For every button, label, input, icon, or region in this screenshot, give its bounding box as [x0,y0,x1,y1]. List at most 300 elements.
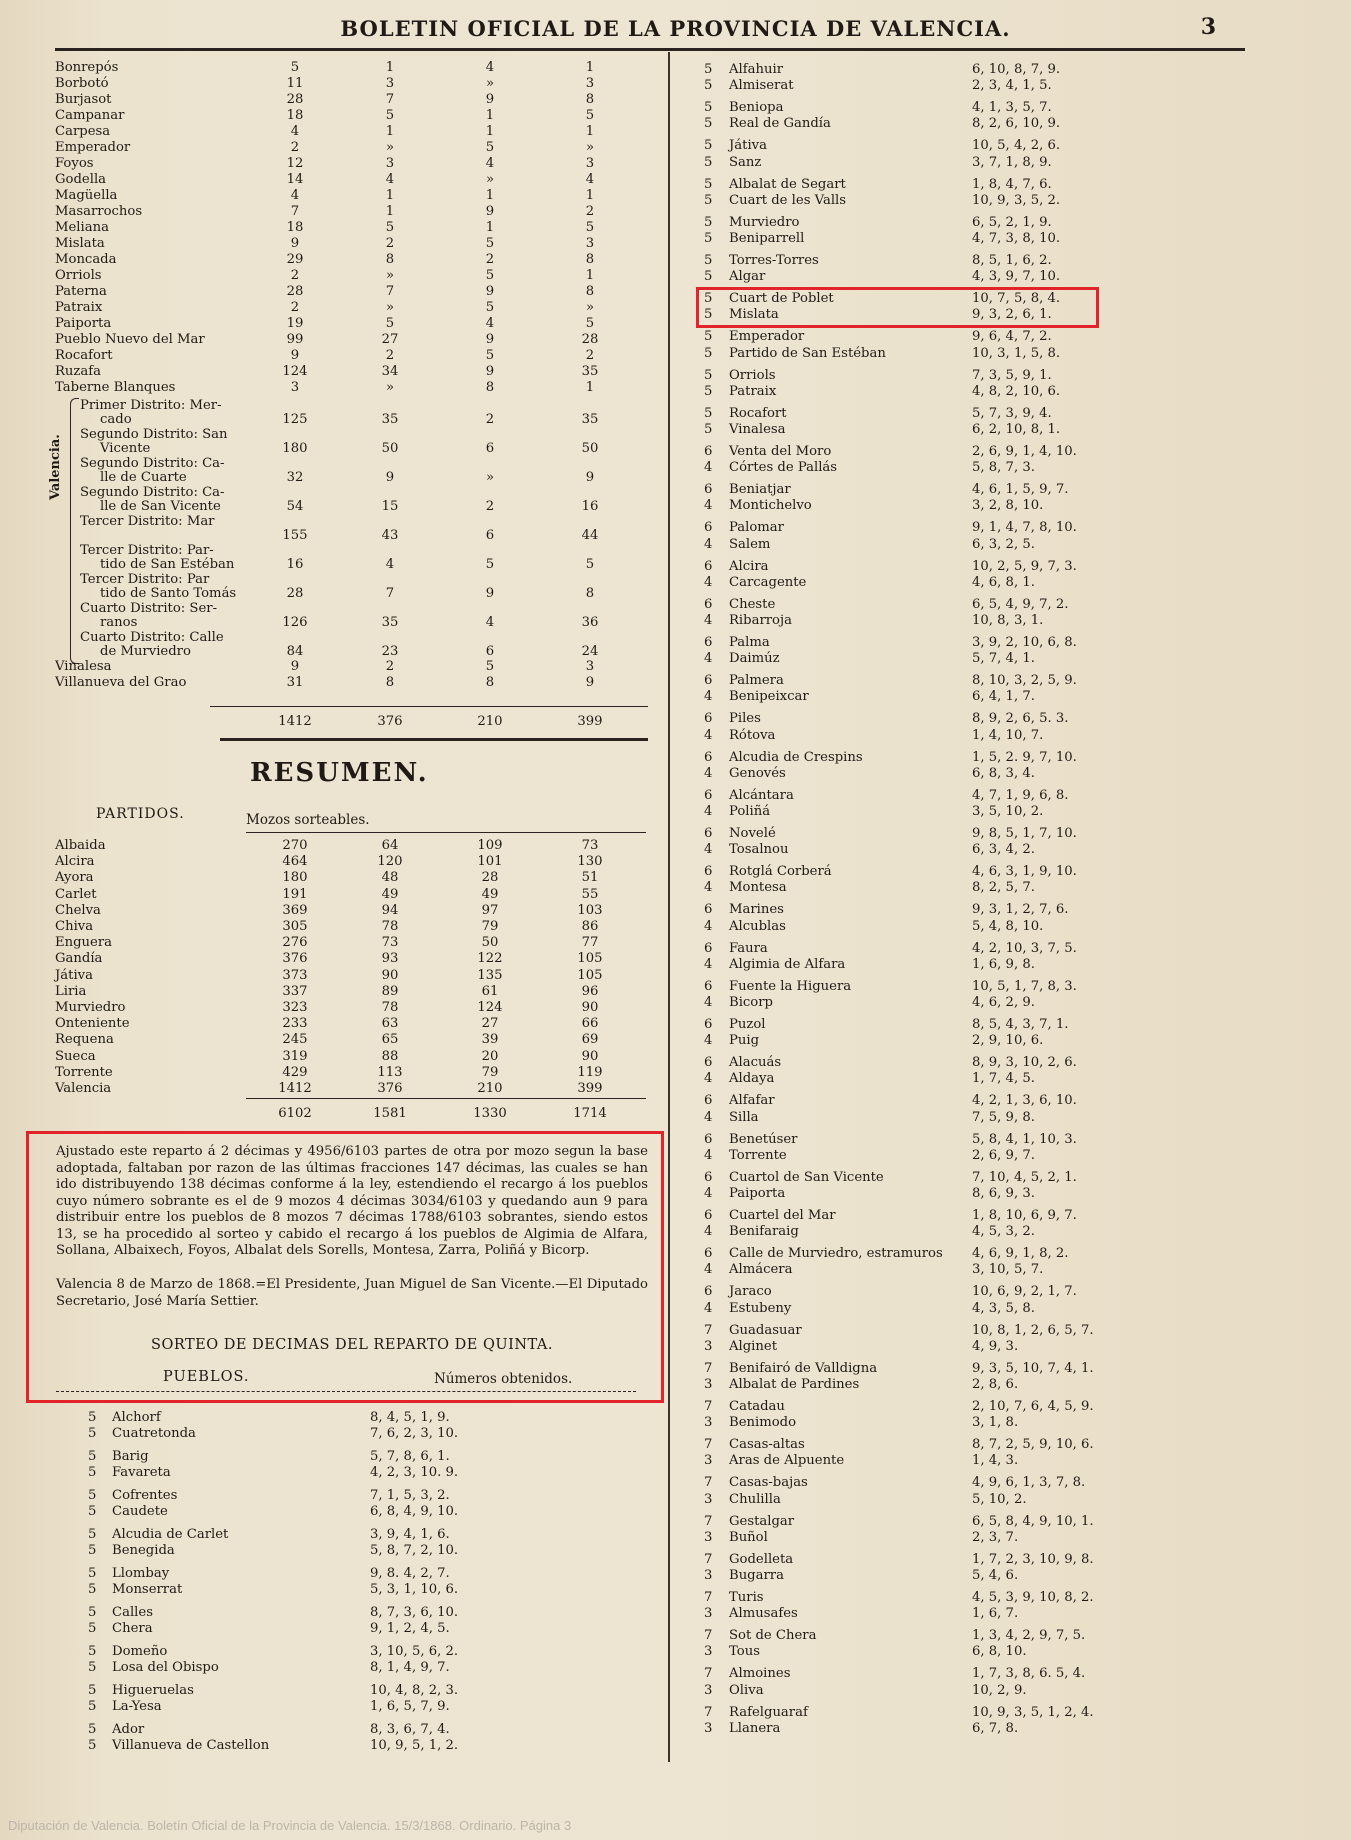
sorteo-numbers: 3, 9, 4, 1, 6. [370,1527,450,1542]
sorteo-count: 5 [88,1582,97,1598]
sorteo-count: 4 [704,994,713,1010]
row-value: 7 [290,204,300,219]
sorteo-name: Calle de Murviedro, estramuros [729,1246,943,1262]
sorteo-name: Algimia de Alfara [729,956,846,972]
sorteo-numbers: 1, 3, 4, 2, 9, 7, 5. [972,1628,1086,1644]
row-value: 276 [282,935,308,951]
row-value: 2 [290,140,300,155]
sorteo-name: Córtes de Pallás [729,460,838,476]
sorteo-numbers: 4, 6, 8, 1. [972,574,1035,590]
sorteo-count: 5 [88,1465,97,1481]
sorteo-row [704,1301,1304,1317]
sorteo-name: Aras de Alpuente [729,1453,845,1469]
table-row [55,528,655,544]
sorteo-name: Daimúz [729,651,780,667]
sorteo-count: 6 [704,1055,713,1071]
row-name: Carlet [55,886,97,902]
table-row [55,124,655,140]
row-name: Albaida [55,838,106,853]
sorteo-row [704,728,1304,744]
sorteo-numbers: 1, 4, 3. [972,1453,1019,1469]
row-value: 50 [381,441,399,456]
sorteo-count: 3 [704,1606,713,1622]
sorteo-count: 4 [704,880,713,896]
sorteo-count: 3 [704,1338,713,1354]
sorteo-name: Emperador [729,329,805,345]
table-row [55,441,655,457]
row-value: 90 [581,1000,599,1015]
row-value: 8 [485,675,495,690]
table-row [55,1049,655,1065]
sorteo-row [88,1543,688,1559]
sorteo-numbers: 10, 6, 9, 2, 1, 7. [972,1284,1077,1300]
row-value: 337 [282,983,308,999]
row-value: 101 [477,854,503,870]
row-value: 19 [286,316,304,331]
table-row [55,1000,655,1016]
sorteo-row [88,1722,688,1738]
row-value: 55 [581,886,599,902]
sorteo-numbers: 8, 10, 3, 2, 5, 9. [972,673,1077,689]
sorteo-numbers: 2, 3, 4, 1, 5. [972,78,1052,94]
sorteo-count: 5 [704,345,713,361]
row-value: 54 [286,499,304,514]
sorteo-numbers: 1, 8, 10, 6, 9, 7. [972,1208,1077,1223]
row-name: tido de San Estéban [100,557,235,572]
row-value: 94 [381,902,399,918]
row-value: 9 [485,92,495,107]
table-row [55,1016,655,1032]
sorteo-row [704,1377,1304,1393]
sorteo-name: Alacuás [729,1055,782,1071]
row-value: 15 [381,499,399,514]
sorteo-count: 4 [704,460,713,476]
table-row [55,76,655,92]
row-name: Chelva [55,902,101,918]
row-value: 23 [381,644,399,659]
row-value: 32 [286,470,304,485]
sorteo-name: Monserrat [112,1582,183,1598]
sorteo-numbers: 5, 7, 3, 9, 4. [972,405,1052,421]
sorteo-name: Murviedro [729,214,800,230]
sorteo-row [704,1132,1304,1148]
table-row [55,644,655,660]
sorteo-name: Rótova [729,727,776,743]
sorteo-name: Alcudia de Carlet [112,1527,229,1542]
row-value: 233 [282,1016,308,1032]
sorteo-name: Vinalesa [729,421,786,437]
row-value: 9 [485,332,495,347]
sorteo-name: Bugarra [729,1567,784,1583]
row-value: 429 [282,1064,308,1080]
sorteo-row [704,804,1304,820]
sorteo-count: 5 [704,367,713,383]
row-value: 2 [290,300,300,315]
sorteo-count: 4 [704,689,713,705]
sorteo-count: 6 [704,444,713,459]
row-name: Torrente [55,1064,113,1080]
sorteo-row [704,919,1304,935]
sorteo-numbers: 10, 8, 1, 2, 6, 5, 7. [972,1322,1094,1338]
table-row [55,220,655,236]
sorteo-row [704,62,1304,78]
row-value: 2 [385,659,395,674]
sorteo-row [704,957,1304,973]
row-name: Tercer Distrito: Par- [80,543,214,558]
row-name: Enguera [55,935,113,951]
row-value: 126 [282,615,308,630]
sorteo-row [88,1504,688,1520]
sorteo-name: Almoines [729,1666,791,1682]
row-name: cado [100,412,132,427]
row-name: Taberne Blanques [55,380,176,395]
table-row [55,316,655,332]
table-row [55,364,655,380]
row-value: 73 [381,935,399,951]
sorteo-row [704,100,1304,116]
row-value: 88 [381,1048,399,1064]
sorteo-row [704,1666,1304,1682]
sorteo-numbers: 3, 1, 8. [972,1415,1019,1431]
sorteo-row [704,575,1304,591]
upper-table [55,60,655,740]
sorteo-numbers: 4, 9, 3. [972,1338,1019,1354]
sorteo-numbers: 6, 8, 10. [972,1644,1027,1660]
sorteo-row [704,155,1304,171]
sorteo-name: La-Yesa [112,1699,162,1715]
sorteo-name: Chera [112,1621,153,1637]
sorteo-row [88,1644,688,1660]
row-value: 29 [286,252,304,267]
row-value: 105 [577,967,603,983]
sorteo-numbers: 2, 9, 10, 6. [972,1033,1044,1049]
row-value: » [485,76,495,91]
row-value: 7 [385,284,395,299]
sorteo-count: 6 [704,520,713,536]
row-name: Játiva [55,967,93,983]
row-name: Emperador [55,140,131,155]
sorteo-row [704,1246,1304,1262]
row-name: Paiporta [55,316,112,331]
row-value: 79 [481,919,499,934]
table-row [55,887,655,903]
sorteo-count: 5 [88,1543,97,1559]
table-row [55,188,655,204]
row-value: 48 [381,870,399,886]
sorteo-numbers: 6, 2, 10, 8, 1. [972,421,1061,437]
sorteo-count: 5 [88,1566,97,1581]
sorteo-row [704,689,1304,705]
row-value: 373 [282,967,308,983]
row-value: 14 [286,172,304,187]
sorteo-name: Cuart de Poblet [729,291,834,307]
sorteo-name: Benetúser [729,1131,798,1147]
sorteo-numbers: 4, 9, 6, 1, 3, 7, 8. [972,1475,1086,1491]
row-name: Mislata [55,236,105,251]
row-value: 5 [585,316,595,331]
row-value: » [585,140,595,155]
table-row [55,984,655,1000]
sorteo-name: Aldaya [729,1071,775,1087]
row-value: 1330 [473,1106,507,1121]
row-value: 97 [481,902,499,918]
sorteo-numbers: 4, 3, 5, 8. [972,1300,1035,1316]
sorteo-count: 5 [88,1488,97,1503]
sorteo-row [704,78,1304,94]
row-value: 155 [282,528,308,543]
row-value: 103 [577,902,603,918]
sorteo-numbers: 6, 4, 1, 7. [972,689,1035,705]
row-value: 28 [286,586,304,601]
row-name: Burjasot [55,92,112,107]
sorteo-row [704,482,1304,498]
sorteo-name: Alfahuir [729,62,783,77]
sorteo-row [704,269,1304,285]
table-row [55,499,655,515]
sorteo-row [704,116,1304,132]
sorteo-numbers: 8, 2, 5, 7. [972,880,1035,896]
sorteo-count: 3 [704,1720,713,1736]
sorteo-numbers: 1, 8, 4, 7, 6. [972,176,1052,192]
sorteo-row [88,1660,688,1676]
row-value: 9 [485,204,495,219]
sorteo-count: 3 [704,1529,713,1545]
row-value: 3 [585,659,595,674]
row-value: 3 [290,380,300,395]
row-name: Orriols [55,268,102,283]
sorteo-numbers: 6, 10, 8, 7, 9. [972,62,1061,77]
row-value: 65 [381,1032,399,1048]
sorteo-name: Alcántara [729,787,794,803]
sorteo-name: Mislata [729,307,779,323]
row-value: 376 [377,1081,403,1096]
sorteo-numbers: 2, 3, 7. [972,1529,1019,1545]
table-row [55,1065,655,1081]
sorteo-count: 6 [704,1169,713,1185]
highlight-box-cuart-mislata [696,287,1099,328]
row-value: 28 [286,92,304,107]
row-value: 1 [585,268,595,283]
valencia-label: Valencia. [48,434,63,500]
sorteo-numbers: 9, 8, 5, 1, 7, 10. [972,826,1077,841]
sorteo-count: 5 [704,230,713,246]
row-value: 1 [585,380,595,395]
row-value: 31 [286,675,304,690]
row-value: 11 [286,76,304,91]
row-value: 2 [385,348,395,363]
sorteo-count: 5 [88,1644,97,1659]
sorteo-row [704,788,1304,804]
row-value: » [385,268,395,283]
row-value: 1714 [573,1106,607,1121]
sorteo-row [704,635,1304,651]
row-value: 5 [585,220,595,235]
sorteo-numbers: 4, 6, 2, 9. [972,994,1035,1010]
sorteo-row [704,460,1304,476]
sorteo-count: 6 [704,1208,713,1223]
row-value: 27 [381,332,399,347]
row-value: 18 [286,220,304,235]
row-value: 1 [485,124,495,139]
sorteo-name: Genovés [729,765,786,781]
sorteo-name: Cuartol de San Vicente [729,1169,884,1185]
sorteo-count: 6 [704,482,713,498]
sorteo-count: 3 [704,1453,713,1469]
row-value: 119 [577,1064,603,1080]
resumen-total-rule [246,1098,646,1099]
sorteo-row [704,1683,1304,1699]
table-row [55,1106,655,1122]
table-row [55,284,655,300]
sorteo-numbers: 4, 5, 3, 2. [972,1224,1035,1240]
sorteo-count: 5 [88,1738,97,1754]
sorteo-numbers: 1, 7, 2, 3, 10, 9, 8. [972,1551,1094,1567]
row-value: 1 [485,188,495,203]
row-name: Borbotó [55,76,109,91]
sorteo-count: 7 [704,1360,713,1376]
sorteo-numbers: 3, 7, 1, 8, 9. [972,154,1052,170]
sorteo-name: Marines [729,902,784,918]
sorteo-row [704,537,1304,553]
row-value: 50 [581,441,599,456]
row-name: Ayora [55,870,94,886]
row-value: 51 [581,870,599,886]
row-value: 49 [381,886,399,902]
row-value: 1412 [278,714,312,729]
row-value: 1 [385,60,395,75]
row-value: 77 [581,935,599,951]
footer-credit: Diputación de Valencia. Boletín Oficial de la Provincia de Valencia. 15/3/1868. Ordinario. Página 3 [8,1818,572,1833]
sorteo-row [88,1582,688,1598]
sorteo-row [704,1339,1304,1355]
sorteo-name: Oliva [729,1682,764,1698]
sorteo-numbers: 5, 8, 4, 1, 10, 3. [972,1131,1077,1147]
sorteo-numbers: 10, 9, 5, 1, 2. [370,1738,459,1754]
sorteo-name: Torrente [729,1147,787,1163]
sorteo-count: 5 [704,421,713,437]
sorteo-name: Caudete [112,1504,168,1520]
row-value: 9 [385,470,395,485]
sorteo-row [704,597,1304,613]
row-value: 4 [585,172,595,187]
sorteo-numbers: 6, 8, 3, 4. [972,765,1035,781]
table-row [55,412,655,428]
sorteo-count: 5 [704,307,713,323]
sorteo-row [704,384,1304,400]
sorteo-row [704,1568,1304,1584]
sorteo-count: 6 [704,711,713,727]
sorteo-numbers: 8, 5, 1, 6, 2. [972,253,1052,268]
sorteo-row [704,346,1304,362]
sorteo-name: Puzol [729,1017,766,1032]
sorteo-numbers: 1, 5, 2. 9, 7, 10. [972,749,1077,765]
sorteo-row [704,613,1304,629]
table-row [55,92,655,108]
row-name: Foyos [55,156,94,171]
row-value: 84 [286,644,304,659]
sorteo-row [704,1148,1304,1164]
sorteo-count: 4 [704,498,713,514]
sorteo-count: 3 [704,1644,713,1660]
row-name: Paterna [55,284,107,299]
row-value: 9 [485,284,495,299]
sorteo-numbers: 5, 4, 6. [972,1567,1019,1583]
row-value: 5 [385,108,395,123]
sorteo-name: Sot de Chera [729,1628,817,1644]
sorteo-count: 4 [704,918,713,934]
sorteo-numbers: 4, 2, 10, 3, 7, 5. [972,940,1077,956]
sorteo-name: Almusafes [729,1606,798,1622]
row-value: 105 [577,951,603,967]
row-value: 8 [385,675,395,690]
row-value: 5 [485,140,495,155]
sorteo-count: 5 [704,176,713,192]
sorteo-row [88,1566,688,1582]
sorteo-count: 5 [704,154,713,170]
row-value: 4 [485,316,495,331]
sorteo-numbers: 9, 3, 5, 10, 7, 4, 1. [972,1360,1094,1376]
row-value: 124 [477,1000,503,1015]
row-name: Magüella [55,188,118,203]
sorteo-count: 7 [704,1704,713,1720]
sorteo-name: Partido de San Estéban [729,345,886,361]
row-value: 2 [585,348,595,363]
sorteo-numbers: 2, 6, 9, 1, 4, 10. [972,444,1077,459]
row-name: Tercer Distrito: Par [80,572,210,587]
upper-end-rule [220,738,648,741]
sorteo-row [704,368,1304,384]
sorteo-row [704,559,1304,575]
sorteo-count: 4 [704,1185,713,1201]
table-row [55,968,655,984]
sorteo-count: 4 [704,574,713,590]
sorteo-numbers: 7, 3, 5, 9, 1. [972,367,1052,383]
sorteo-numbers: 6, 5, 4, 9, 7, 2. [972,596,1069,612]
resumen-totals [55,1106,655,1124]
sorteo-row [704,1492,1304,1508]
sorteo-numbers: 5, 7, 8, 6, 1. [370,1449,450,1464]
row-value: 8 [585,284,595,299]
row-value: 270 [282,838,308,853]
sorteo-row [704,1453,1304,1469]
sorteo-row [704,1033,1304,1049]
sorteo-left-list [88,1410,648,1770]
sorteo-numbers: 10, 7, 5, 8, 4. [972,291,1061,307]
row-value: 2 [385,236,395,251]
sorteo-count: 6 [704,1131,713,1147]
sorteo-name: Llanera [729,1720,781,1736]
row-name: Sueca [55,1048,96,1064]
row-value: 3 [585,76,595,91]
sorteo-count: 3 [704,1682,713,1698]
row-value: 35 [381,615,399,630]
row-value: 210 [477,1081,503,1096]
sorteo-numbers: 4, 6, 9, 1, 8, 2. [972,1246,1069,1262]
sorteo-numbers: 8, 3, 6, 7, 4. [370,1722,450,1737]
row-value: 9 [585,675,595,690]
valencia-brace [70,398,79,664]
row-value: 35 [581,364,599,379]
sorteo-row [704,406,1304,422]
table-row [55,140,655,156]
row-value: 1 [585,188,595,203]
sorteo-name: Venta del Moro [729,444,832,459]
row-value: 34 [381,364,399,379]
sorteo-numbers: 8, 9, 2, 6, 5. 3. [972,711,1069,727]
sorteo-row [704,253,1304,269]
table-row [55,557,655,573]
sorteo-count: 4 [704,1109,713,1125]
